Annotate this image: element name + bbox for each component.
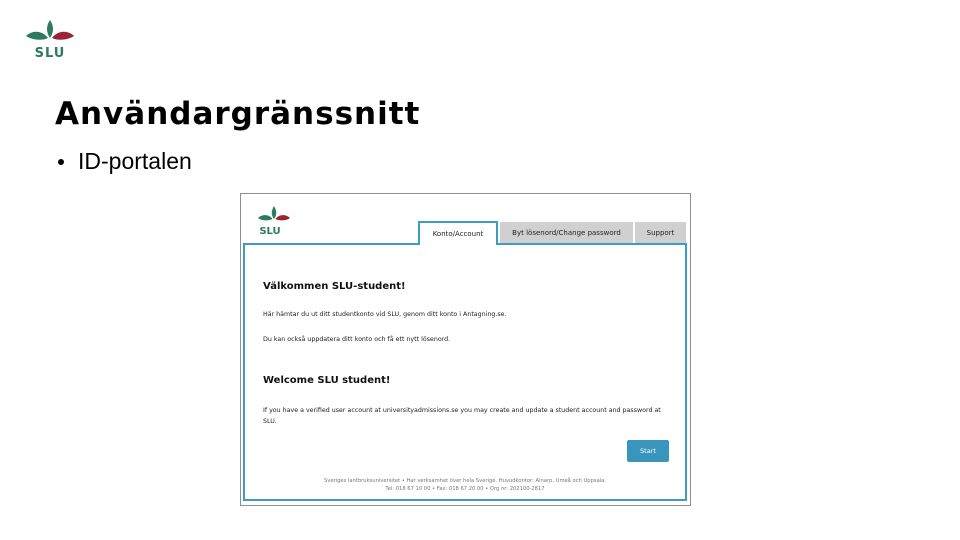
bullet-item (58, 148, 192, 175)
portal-logo-text: SLU (259, 226, 281, 237)
english-heading: Welcome SLU student! (263, 375, 391, 386)
slide-title: Användargränssnitt (55, 96, 421, 132)
slu-logo-icon (24, 16, 76, 60)
footer-line-2: Tel: 018 67 10 00 • Fax: 018 67 20 00 • Org nr: 202100-2817 (385, 486, 545, 492)
portal-slu-logo-icon (257, 204, 291, 238)
id-portal-screenshot (240, 193, 691, 506)
footer-line-1: Sveriges lantbruksuniversitet • Har verksamhet över hela Sverige. Huvudkontor: Alnarp, Umeå och Uppsala. (323, 478, 607, 484)
tab-support[interactable]: Support (635, 222, 686, 244)
tab-change-password[interactable]: Byt lösenord/Change password (500, 222, 633, 244)
english-text: If you have a verified user account at universityadmissions.se you may create and update a student account and password at SLU. (263, 407, 661, 425)
swedish-text-2: Du kan också uppdatera ditt konto och få ett nytt lösenord. (263, 336, 451, 343)
bullet-text: ID-portalen (78, 148, 192, 174)
account-panel (243, 243, 687, 501)
start-button[interactable]: Start (627, 440, 669, 462)
swedish-text-1: Här hämtar du ut ditt studentkonto vid SLU, genom ditt konto i Antagning.se. (263, 311, 507, 318)
bullet-dot-icon (58, 159, 64, 165)
swedish-heading: Välkommen SLU-student! (263, 281, 406, 292)
slu-logo-text: SLU (34, 46, 66, 60)
tab-account[interactable]: Konto/Account (418, 221, 498, 245)
portal-footer (245, 477, 685, 493)
